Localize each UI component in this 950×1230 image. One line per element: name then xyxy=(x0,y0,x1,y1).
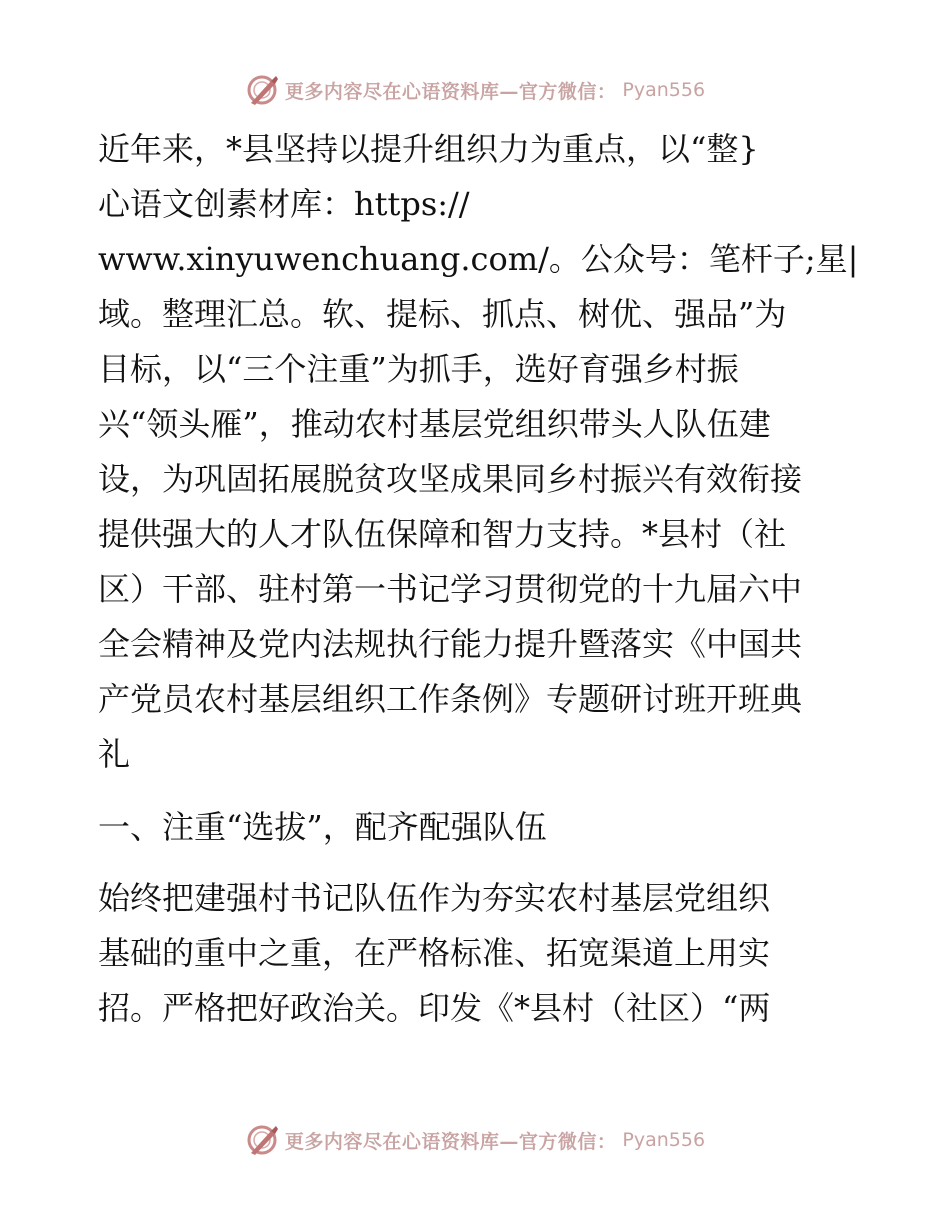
text-line: 区）干部、驻村第一书记学习贯彻党的十九届六中 xyxy=(98,570,803,608)
watermark-text: 更多内容尽在心语资料库—官方微信： xyxy=(284,1130,617,1153)
text-line: 目标，以“三个注重”为抓手，选好育强乡村振 xyxy=(98,350,739,388)
text-line: 近年来，*县坚持以提升组织力为重点，以“整} xyxy=(98,130,759,168)
watermark-contact: Pyan556 xyxy=(622,79,706,101)
text-line: 全会精神及党内法规执行能力提升暨落实《中国共 xyxy=(98,625,803,663)
watermark-contact: Pyan556 xyxy=(622,1129,706,1151)
text-line: 礼 xyxy=(98,735,131,773)
section-heading: 一、注重“选拔”，配齐配强队伍 xyxy=(98,808,547,846)
text-line: 心语文创素材库：https:// xyxy=(98,185,470,223)
text-line: 招。严格把好政治关。印发《*县村（社区）“两 xyxy=(98,989,771,1027)
text-line: 域。整理汇总。软、提标、抓点、树优、强品”为 xyxy=(98,295,787,333)
seal-pen-logo-icon xyxy=(245,73,279,107)
text-line: 提供强大的人才队伍保障和智力支持。*县村（社 xyxy=(98,515,787,553)
paragraph-intro xyxy=(98,122,858,782)
text-line: 兴“领头雁”，推动农村基层党组织带头人队伍建 xyxy=(98,405,771,443)
paragraph-selection xyxy=(98,871,858,1036)
text-line: 产党员农村基层组织工作条例》专题研讨班开班典 xyxy=(98,680,803,718)
text-line: 始终把建强村书记队伍作为夯实农村基层党组织 xyxy=(98,879,771,917)
watermark-banner-top xyxy=(0,68,950,112)
watermark-text: 更多内容尽在心语资料库—官方微信： xyxy=(284,80,617,103)
text-line: www.xinyuwenchuang.com/。公众号：笔杆子;星| xyxy=(98,240,858,278)
text-line: 基础的重中之重，在严格标准、拓宽渠道上用实 xyxy=(98,934,771,972)
watermark-group xyxy=(245,73,705,107)
document-body xyxy=(98,122,858,1036)
seal-pen-logo-icon xyxy=(245,1123,279,1157)
text-line: 设，为巩固拓展脱贫攻坚成果同乡村振兴有效衔接 xyxy=(98,460,803,498)
watermark-group xyxy=(245,1123,705,1157)
watermark-banner-bottom xyxy=(0,1118,950,1162)
